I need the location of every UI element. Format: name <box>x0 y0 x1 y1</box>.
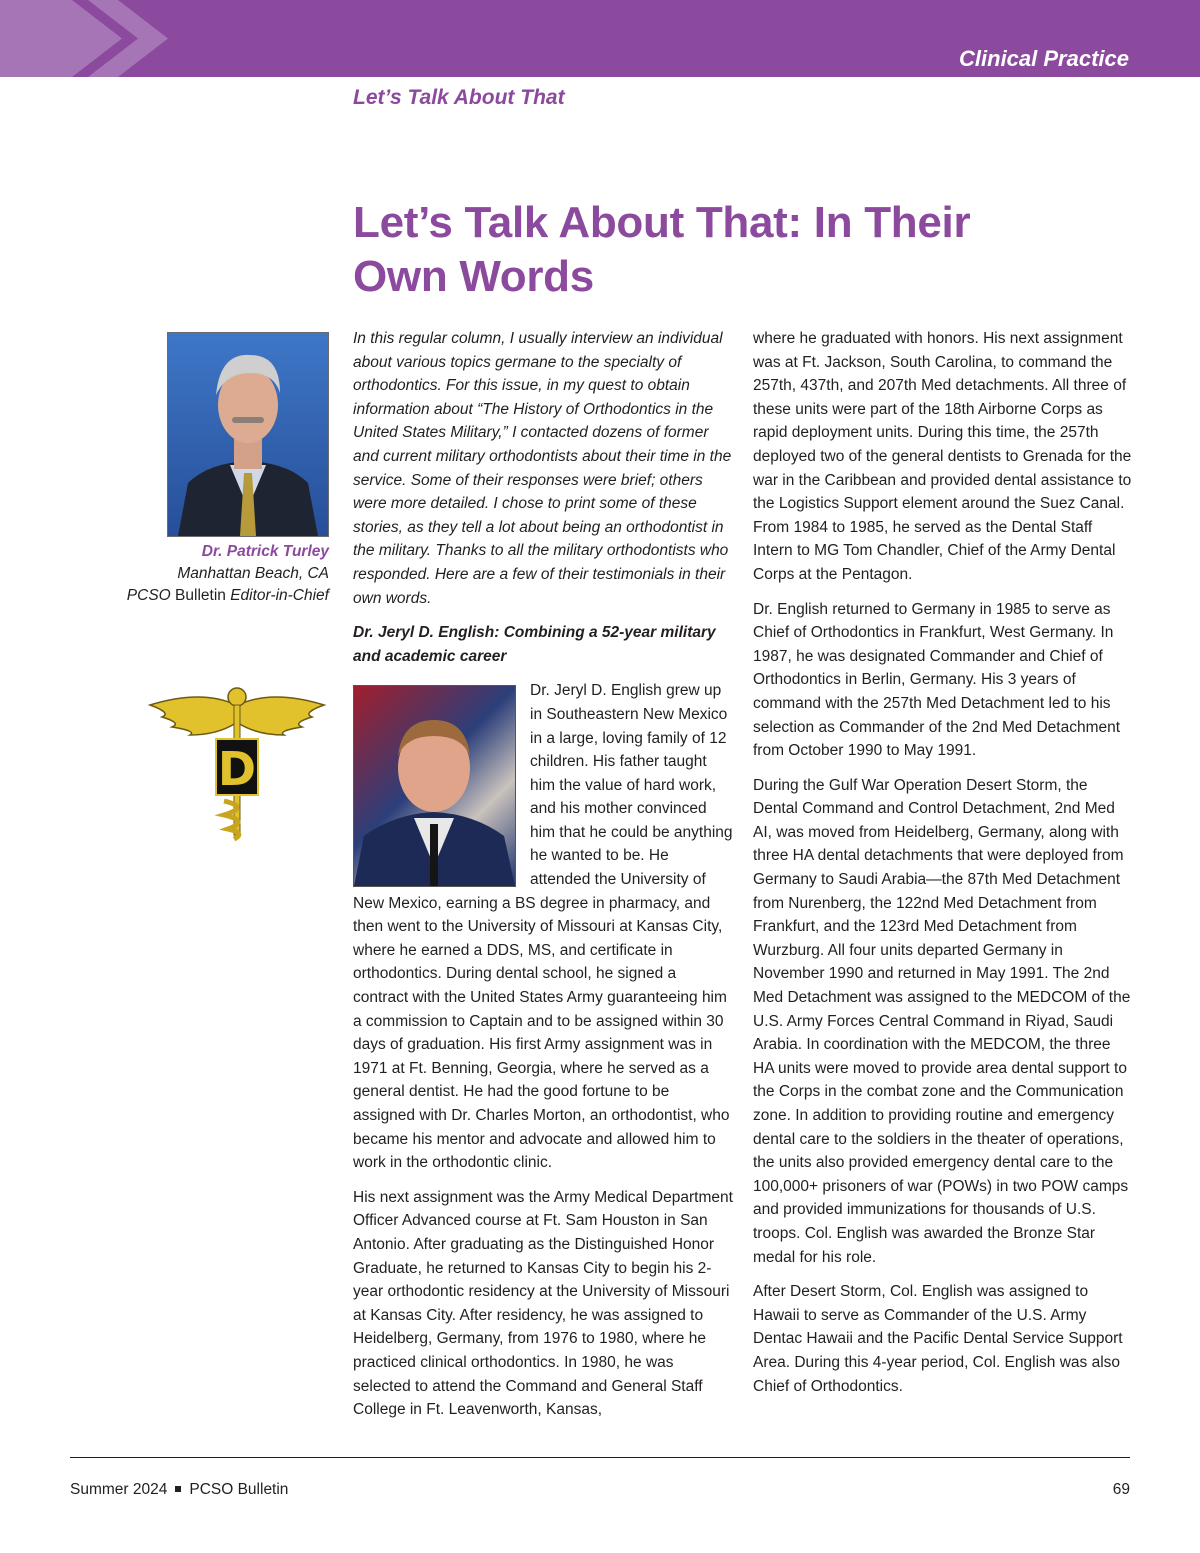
english-paragraph-2: His next assignment was the Army Medical Department Officer Advanced course at Ft. Sam Houston in San Antonio. After graduating as the Distinguished Honor Graduate, he returned to Kansas City to begin his 2-year orthodontic residency at the University of Missouri at Kansas City. After residency, he was assigned to Heidelberg, Germany, from 1976 to 1980, where he practiced clinical orthodontics. In 1980, he was selected to attend the Command and General Staff College in Ft. Leavenworth, Kansas, <box>353 1188 733 1419</box>
chevron-graphic <box>0 0 200 77</box>
footer-issue: Summer 2024 PCSO Bulletin <box>70 1481 289 1498</box>
author-role: PCSO Bulletin Editor-in-Chief <box>126 587 329 604</box>
svg-text:D: D <box>217 742 257 796</box>
author-caption <box>100 541 329 607</box>
column-right <box>753 327 1133 1409</box>
english-paragraph-5: During the Gulf War Operation Desert Storm, the Dental Command and Control Detachment, 2nd Med AI, was moved from Heidelberg, Germany, along with three HA dental detachments that were deployed from Germany to Saudi Arabia—the 87th Med Detachment from Nurenberg, the 122nd Med Detachment from Frankfurt, and the 123rd Med Detachment from Wurzburg. All four units departed Germany in November 1990 and returned in May 1991. The 2nd Med Detachment was assigned to the MEDCOM of the U.S. Army Forces Central Command in Riyad, Saudi Arabia. In coordination with the MEDCOM, the three HA units were moved to provide area dental support to the Corps in the combat zone and the Communication zone. In addition to providing routine and emergency dental care to the soldiers in the theater of operations, the units also provided emergency dental care to the 100,000+ prisoners of war (POWs) in two POW camps and provided immunizations for thousands of U.S. troops. Col. English was awarded the Bronze Star medal for his role. <box>753 776 1131 1266</box>
intro-paragraph: In this regular column, I usually interview an individual about various topics germane to the specialty of orthodontics. For this issue, in my quest to obtain information about “The History of Orthodontics in the United States Military,” I contacted dozens of former and current military orthodontists about their time in the service. Some of their responses were brief; others were more detailed. I chose to print some of these stories, as they tell a lot about being an orthodontist in the military. Thanks to all the military orthodontists who responded. Here are a few of their testimonials in their own words. <box>353 330 732 607</box>
english-paragraph-4: Dr. English returned to Germany in 1985 to serve as Chief of Orthodontics in Frankfurt, West Germany. In 1987, he was designated Commander and Chief of Orthodontics in Berlin, Germany. His 3 years of command with the 257th Med Detachment led to his selection as Commander of the 2nd Med Detachment from October 1990 to May 1991. <box>753 600 1121 760</box>
section-label: Clinical Practice <box>959 46 1129 71</box>
author-photo <box>167 332 329 537</box>
page-number: 69 <box>1112 1481 1130 1498</box>
bullet-separator-icon <box>175 1486 181 1492</box>
dental-corps-insignia-icon <box>142 683 332 848</box>
article-title: Let’s Talk About That: In Their Own Words <box>353 198 971 301</box>
column-left <box>353 327 733 1433</box>
footer-rule <box>70 1457 1130 1458</box>
author-name: Dr. Patrick Turley <box>201 543 329 560</box>
english-paragraph-1: Dr. Jeryl D. English grew up in Southeastern New Mexico in a large, loving family of 12 children. His father taught him the value of hard work, and his mother convinced him that he could be anything he wanted to be. He attended the University of New Mexico, earning a BS degree in pharmacy, and then went to the University of Missouri at Kansas City, where he earned a DDS, MS, and certificate in orthodontics. During dental school, he signed a contract with the United States Army guaranteeing him a commission to Captain and to be assigned within 30 days of graduation. His first Army assignment was in 1971 at Ft. Benning, Georgia, where he served as a general dentist. He had the good fortune to be assigned with Dr. Charles Morton, an orthodontist, who became his mentor and advocate and allowed him to work in the orthodontic clinic. <box>353 682 733 1172</box>
english-paragraph-6: After Desert Storm, Col. English was assigned to Hawaii to serve as Commander of the U.S. Army Dentac Hawaii and the Pacific Dental Service Support Area. During this 4-year period, Col. English was also Chief of Orthodontics. <box>753 1283 1123 1395</box>
running-head: Let’s Talk About That <box>353 86 565 109</box>
english-photo <box>353 685 516 887</box>
english-paragraph-3: where he graduated with honors. His next assignment was at Ft. Jackson, South Carolina, to command the 257th, 437th, and 207th Med detachments. All three of these units were part of the 18th Airborne Corps as rapid deployment units. During this time, the 257th deployed two of the general dentists to Grenada for the war in the Caribbean and provided dental assistance to the Logistics Support element around the Suez Canal. From 1984 to 1985, he served as the Dental Staff Intern to MG Tom Chandler, Chief of the Army Dental Corps at the Pentagon. <box>753 330 1132 583</box>
header-banner <box>0 0 1200 77</box>
subhead-english: Dr. Jeryl D. English: Combining a 52-year military and academic career <box>353 624 716 665</box>
author-location: Manhattan Beach, CA <box>177 565 329 582</box>
